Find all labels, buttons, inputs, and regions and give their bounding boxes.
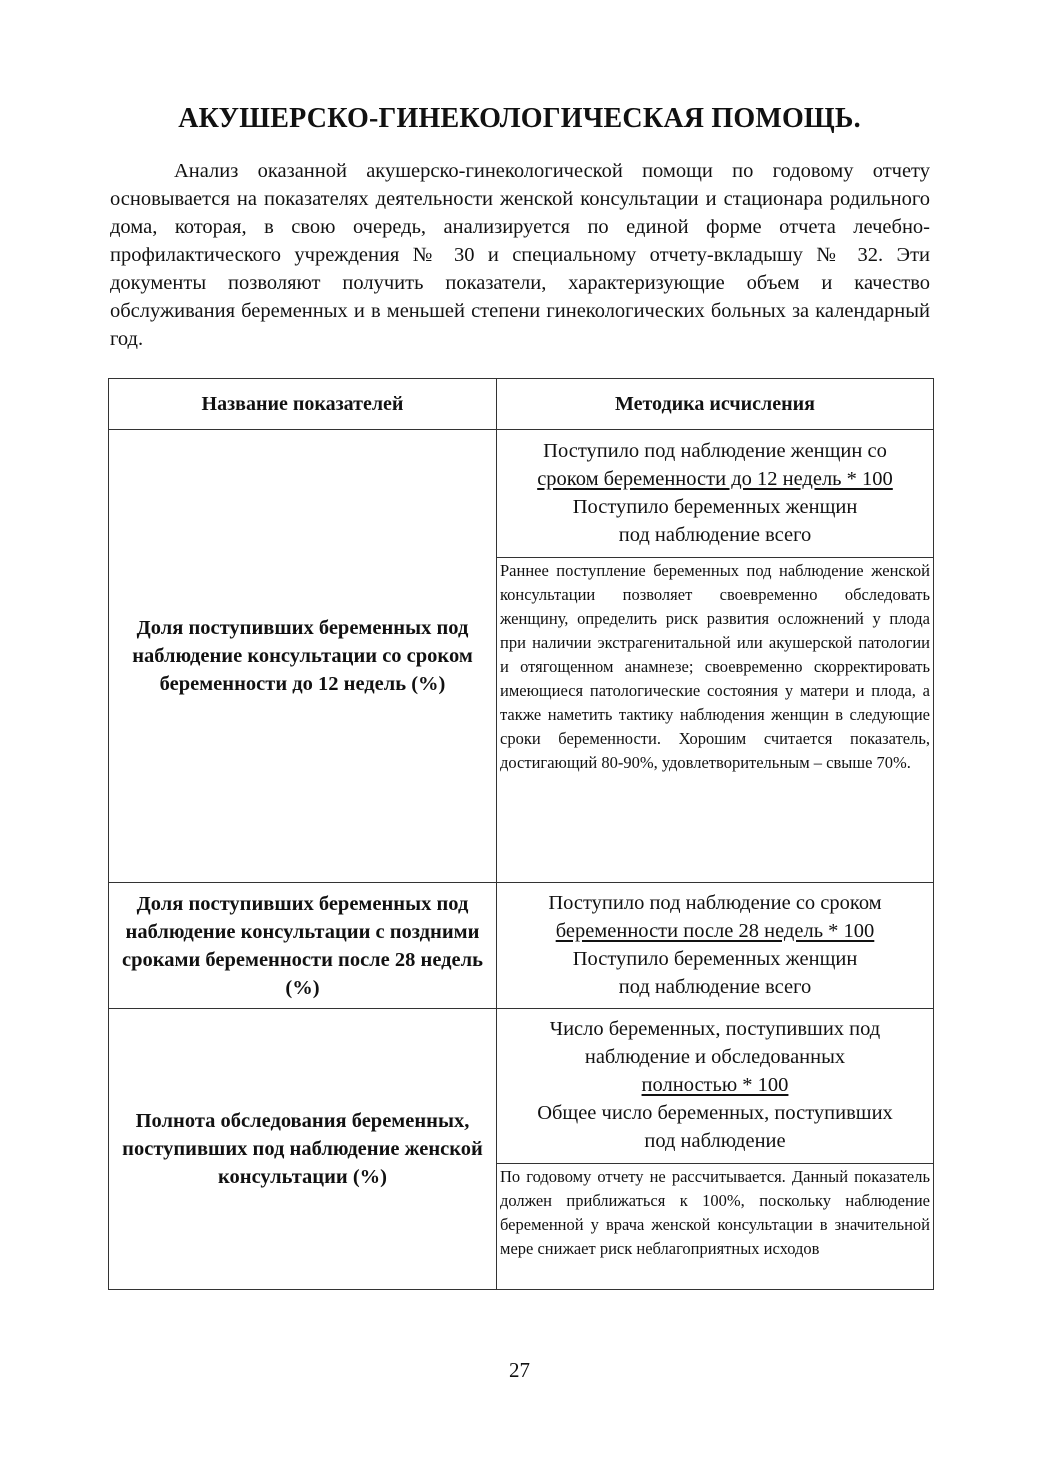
column-header-method: Методика исчисления xyxy=(497,379,934,430)
intro-paragraph: Анализ оказанной акушерско-гинекологической помощи по годовому отчету основывается на показателях деятельности женской консультации и стационара родильного дома, которая, в свою очередь, анализируется по единой форме отчета лечебно-профилактического учреждения № 30 и специальному отчету-вкладышу № 32. Эти документы позволяют получить показатели, характеризующие объем и качество обслуживания беременных и в меньшей степени гинекологических больных за календарный год. xyxy=(110,160,930,350)
formula-denominator-line: под наблюдение всего xyxy=(618,523,812,546)
formula-numerator-line: Число беременных, поступивших под xyxy=(549,1018,881,1040)
formula-cell xyxy=(497,1009,934,1164)
indicator-name: Доля поступивших беременных под наблюдение консультации с поздними сроками беременности после 28 недель (%) xyxy=(109,883,497,1009)
formula-fraction-line: беременности после 28 недель * 100 xyxy=(555,919,875,942)
formula-denominator-line: под наблюдение всего xyxy=(618,975,812,998)
table-row xyxy=(109,1009,934,1164)
formula-fraction-line: сроком беременности до 12 недель * 100 xyxy=(537,467,893,490)
indicators-table xyxy=(108,378,934,1290)
page-number: 27 xyxy=(509,1358,530,1382)
formula-numerator-line: наблюдение и обследованных xyxy=(584,1046,846,1068)
explanation-note: Раннее поступление беременных под наблюдение женской консультации позволяет своевременно обследовать женщину, определить риск развития осложнений у плода при наличии экстрагенитальной или акушерской патологии и отягощенном анамнезе; своевременно скорректировать имеющиеся патологические состояния у матери и плода, а также наметить тактику наблюдения женщин в следующие сроки беременности. Хорошим считается показатель, достигающий 80-90%, удовлетворительным – свыше 70%. xyxy=(497,558,934,883)
explanation-note: По годовому отчету не рассчитывается. Данный показатель должен приближаться к 100%, поскольку наблюдение беременной у врача женской консультации в значительной мере снижает риск неблагоприятных исходов xyxy=(497,1164,934,1290)
formula-numerator-line: Поступило под наблюдение со сроком xyxy=(548,891,882,914)
formula-denominator-line: Поступило беременных женщин xyxy=(572,947,858,970)
formula-fraction-line: полностью * 100 xyxy=(641,1074,789,1096)
table-row xyxy=(109,430,934,558)
indicator-name: Доля поступивших беременных под наблюдение консультации со сроком беременности до 12 недель (%) xyxy=(109,430,497,883)
formula-numerator-line xyxy=(499,917,931,945)
page-title: АКУШЕРСКО-ГИНЕКОЛОГИЧЕСКАЯ ПОМОЩЬ. xyxy=(178,103,861,134)
formula-numerator-line: Поступило под наблюдение женщин со xyxy=(543,439,887,462)
column-header-name: Название показателей xyxy=(109,379,497,430)
formula-denominator-line: под наблюдение xyxy=(644,1130,786,1152)
formula-numerator-line xyxy=(499,1071,931,1099)
table-row xyxy=(109,883,934,1009)
formula-denominator-line: Поступило беременных женщин xyxy=(572,495,858,518)
formula-cell xyxy=(497,883,934,1009)
formula-denominator-line: Общее число беременных, поступивших xyxy=(537,1102,893,1124)
indicator-name: Полнота обследования беременных, поступивших под наблюдение женской консультации (%) xyxy=(109,1009,497,1290)
formula-cell xyxy=(497,430,934,558)
formula-numerator-line xyxy=(499,465,931,493)
table-header-row xyxy=(109,379,934,430)
